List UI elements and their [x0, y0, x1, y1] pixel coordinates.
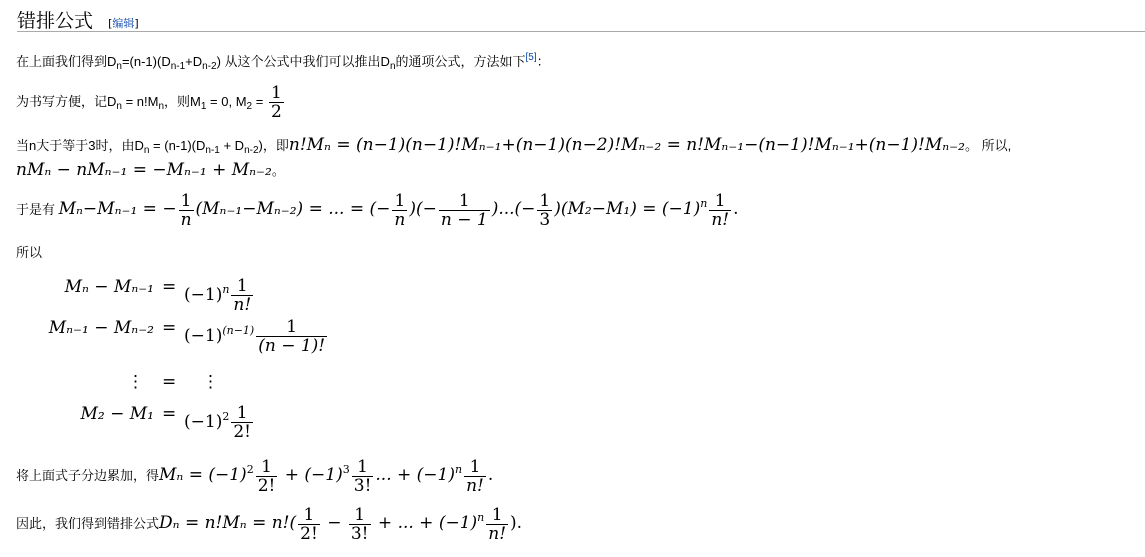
paragraph-simplified [16, 160, 285, 180]
summation-frac-1 [256, 458, 278, 495]
frac4-den: 3 [539, 210, 551, 230]
telescoping-end: . [733, 198, 739, 219]
telescoping-sup: n [700, 196, 708, 210]
equation-equals: = [162, 318, 177, 338]
final-m3: + ... + (−1) [372, 512, 478, 533]
equation-exponent: 2 [222, 410, 230, 423]
equation-fraction [231, 404, 253, 441]
final-frac-2 [349, 506, 371, 543]
frac3-den: n − 1 [440, 210, 488, 230]
edit-bracket-open: [ [108, 17, 113, 30]
edit-link[interactable]: 编辑 [112, 17, 135, 30]
frac5-den: n! [711, 210, 730, 230]
recurrence-text-e: 。 所以, [964, 138, 1012, 153]
equation-rhs-base: (−1) [184, 285, 223, 305]
ffrac3-den: n! [488, 524, 507, 544]
summation-m2: + (−1) [279, 464, 343, 485]
equation-equals: = [162, 372, 177, 392]
therefore-text: 所以 [16, 245, 43, 260]
recurrence-sub-n2: n-2 [244, 145, 259, 156]
equation-rhs-base: (−1) [184, 326, 223, 346]
simplified-formula: nMₙ − nMₙ₋₁ = −Mₙ₋₁ + Mₙ₋₂ [16, 160, 272, 180]
notation-sub-n: n [116, 100, 122, 112]
telescoping-m4: )...(− [491, 198, 536, 219]
telescoping-frac-3 [439, 192, 490, 229]
sfrac1-num: 1 [256, 458, 278, 477]
equation-fraction-num: 1 [231, 404, 253, 423]
telescoping-frac-1 [179, 192, 194, 229]
equation-fraction-num: 1 [231, 277, 253, 296]
recurrence-sub-n: n [143, 145, 150, 156]
notation-text-b: = n!M [121, 93, 159, 109]
equation-fraction-num: 1 [256, 318, 327, 337]
equation-fraction-den: 2! [233, 422, 251, 442]
summation-frac-2 [352, 458, 374, 495]
section-title: 错排公式 [17, 10, 94, 32]
ffrac1-num: 1 [298, 506, 320, 525]
equation-rhs [184, 404, 255, 441]
notation-text-c: ，则M [164, 93, 201, 109]
equation-rhs [202, 372, 219, 392]
ffrac2-num: 1 [349, 506, 371, 525]
summation-end: . [487, 464, 494, 485]
section-heading [17, 6, 1145, 32]
notation-sub-n2: n [158, 100, 165, 112]
ffrac1-den: 2! [300, 524, 318, 544]
summation-text: 将上面式子分边累加，得 [16, 467, 160, 483]
intro-text-b: =(n-1)(D [121, 54, 171, 69]
equation-fraction-den: n! [233, 295, 252, 315]
citation-link[interactable]: [5] [525, 52, 537, 63]
sfrac1-den: 2! [257, 476, 276, 496]
telescoping-m5: )(M₂−M₁) = (−1) [554, 198, 701, 219]
fraction-denominator: 2 [270, 102, 282, 122]
intro-text-f: ： [536, 54, 550, 69]
recurrence-formula: n!Mₙ = (n−1)(n−1)!Mₙ₋₁+(n−1)(n−2)!Mₙ₋₂ = n!Mₙ₋₁−(n−1)!Mₙ₋₁+(n−1)!Mₙ₋₂ [288, 135, 965, 155]
frac1-num: 1 [179, 192, 194, 211]
sfrac2-den: 3! [353, 476, 372, 496]
intro-sub-n2: n-2 [202, 61, 217, 72]
sfrac3-num: 1 [464, 458, 486, 477]
frac3-num: 1 [439, 192, 490, 211]
ffrac2-den: 3! [350, 524, 369, 544]
final-m2: − [321, 512, 347, 533]
equation-equals: = [162, 277, 177, 297]
sfrac2-num: 1 [352, 458, 374, 477]
notation-text-d: = 0, M [206, 93, 247, 109]
recurrence-text-a: 当n大于等于3时，由D [16, 138, 144, 153]
simplified-end: 。 [271, 163, 285, 178]
intro-text-d: ) 从这个公式中我们可以推出D [216, 54, 390, 69]
telescoping-frac-5 [709, 192, 731, 229]
frac4-num: 1 [539, 191, 551, 211]
paragraph-final [16, 506, 522, 543]
intro-text-e: 的通项公式，方法如下 [395, 54, 526, 69]
summation-sup2: 3 [342, 462, 350, 476]
fraction-numerator: 1 [270, 83, 282, 103]
paragraph-summation [16, 458, 493, 495]
telescoping-m1: Mₙ−Mₙ₋₁ = − [58, 198, 177, 219]
paragraph-telescoping [16, 192, 739, 229]
frac2-den: n [394, 210, 406, 230]
equation-equals: = [162, 404, 177, 424]
equation-exponent: n [222, 283, 230, 296]
notation-sub-1: 1 [200, 100, 207, 112]
equation-rhs [184, 318, 329, 355]
paragraph-intro [16, 51, 550, 72]
equation-rhs-base: (−1) [184, 412, 223, 432]
intro-text-a: 在上面我们得到D [16, 54, 117, 69]
final-frac-1 [298, 506, 320, 543]
sfrac3-den: n! [466, 476, 484, 496]
equation-exponent: (n−1) [222, 324, 255, 337]
summation-sup3: n [455, 462, 463, 476]
frac2-num: 1 [392, 192, 407, 211]
telescoping-text: 于是有 [16, 201, 56, 217]
summation-m3: ... + (−1) [375, 464, 455, 485]
ffrac3-num: 1 [486, 506, 508, 525]
telescoping-frac-2 [392, 192, 407, 229]
notation-text-a: 为书写方便，记D [16, 93, 117, 109]
equation-lhs: M₂ − M₁ [80, 404, 154, 424]
summation-frac-3 [464, 458, 486, 495]
frac5-num: 1 [709, 192, 731, 211]
final-frac-3 [486, 506, 508, 543]
recurrence-text-c: + D [219, 138, 245, 153]
paragraph-recurrence [16, 135, 1011, 156]
paragraph-notation [16, 84, 286, 121]
equation-fraction [231, 277, 253, 314]
intro-sub-n-2: n [389, 61, 396, 72]
equation-rhs [184, 277, 255, 314]
equation-fraction [256, 318, 327, 355]
summation-m1: Mₙ = (−1) [159, 464, 247, 485]
equation-rhs-base: ⋮ [202, 372, 219, 392]
edit-section [108, 17, 139, 30]
final-end: ). [510, 512, 523, 533]
recurrence-text-d: )，即 [258, 138, 289, 153]
telescoping-m3: )(− [409, 198, 437, 219]
notation-sub-2: 2 [246, 100, 253, 112]
telescoping-frac-4 [537, 192, 552, 229]
fraction-one-half [269, 84, 284, 121]
paragraph-therefore [16, 242, 42, 261]
equation-lhs: Mₙ − Mₙ₋₁ [64, 277, 154, 297]
final-text: 因此，我们得到错排公式 [16, 515, 160, 531]
edit-bracket-close: ] [134, 17, 139, 30]
notation-text-e: = [252, 93, 264, 109]
final-m1: Dₙ = n!Mₙ = n!( [159, 512, 297, 533]
intro-sub-n: n [116, 61, 122, 72]
equation-fraction-den: (n − 1)! [258, 336, 326, 356]
recurrence-text-b: = (n-1)(D [149, 138, 206, 153]
intro-sub-n1: n-1 [170, 61, 186, 72]
frac1-den: n [180, 210, 192, 230]
recurrence-sub-n1: n-1 [205, 145, 220, 156]
equation-lhs: Mₙ₋₁ − Mₙ₋₂ [48, 318, 154, 338]
telescoping-m2: (Mₙ₋₁−Mₙ₋₂) = ... = (− [195, 198, 391, 219]
summation-sup1: 2 [246, 462, 254, 476]
equation-lhs: ⋮ [127, 372, 144, 392]
final-sup: n [477, 510, 485, 524]
intro-text-c: +D [185, 54, 203, 69]
